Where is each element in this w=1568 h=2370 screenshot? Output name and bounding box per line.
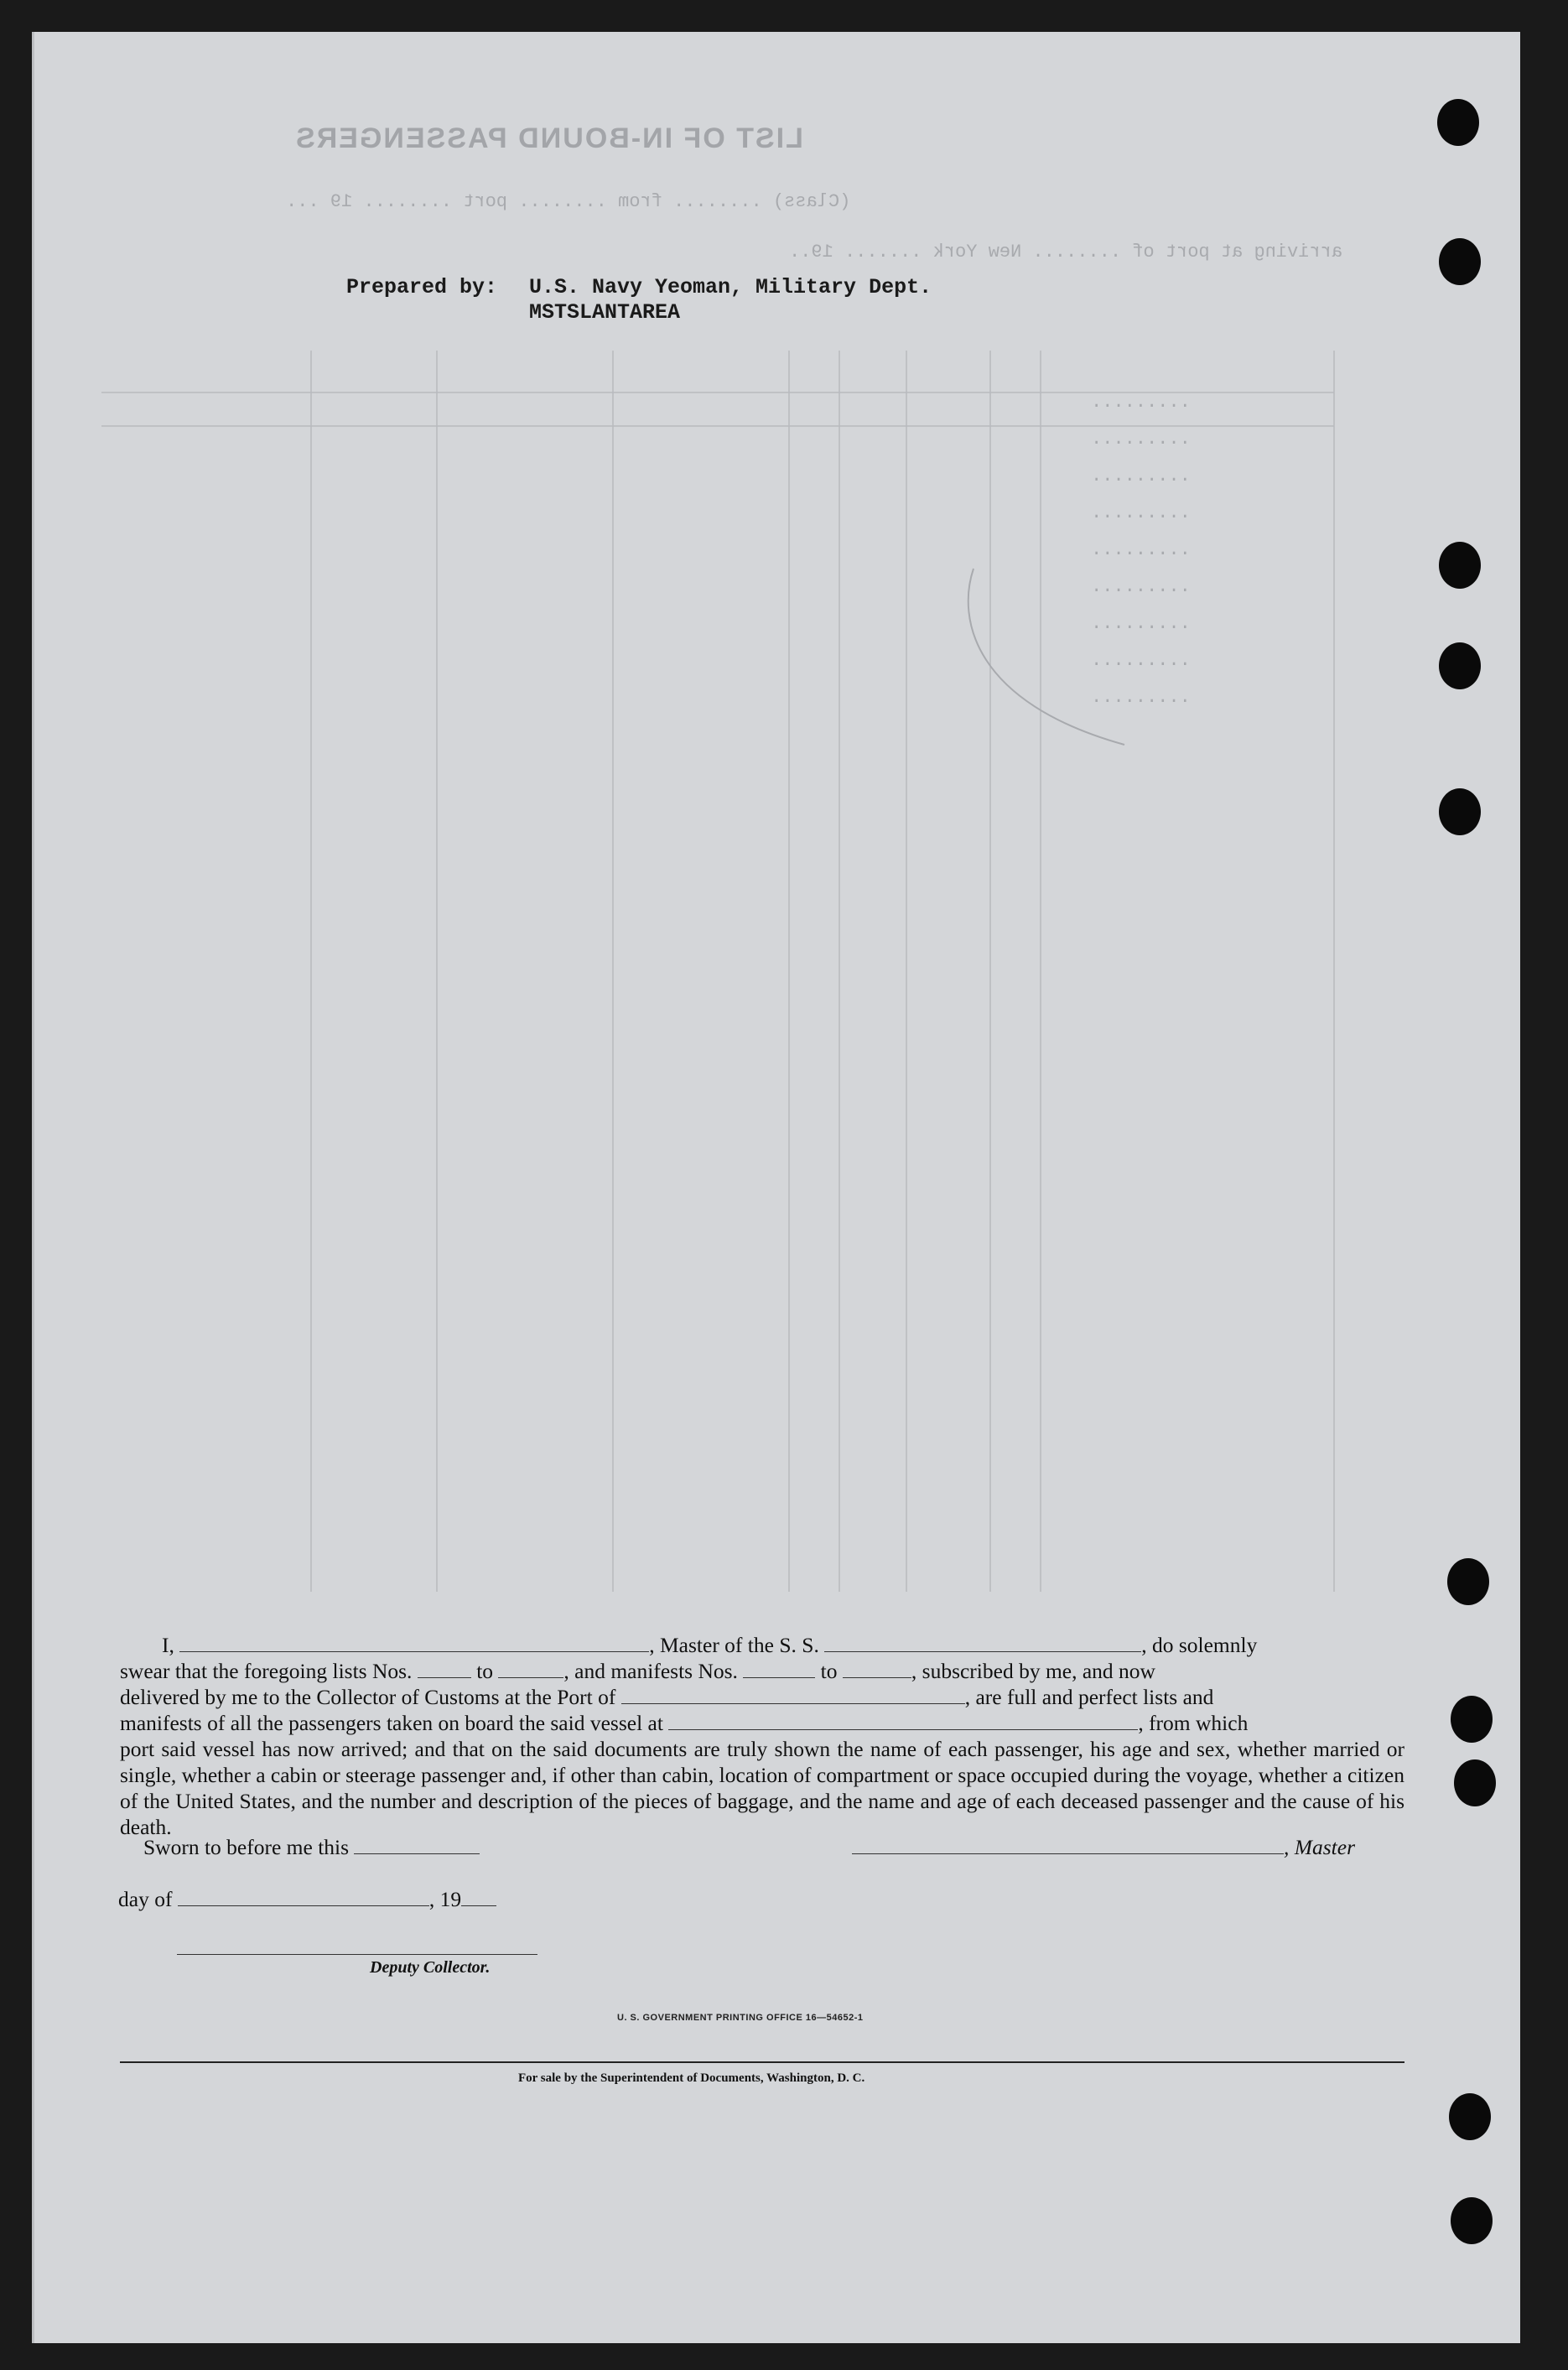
punch-hole-5 [1439, 788, 1481, 835]
oath-to-1: to [476, 1659, 494, 1683]
month-field[interactable] [178, 1889, 429, 1906]
punch-hole-4 [1439, 642, 1481, 689]
master-name-field[interactable] [179, 1635, 649, 1652]
port-of-field[interactable] [621, 1687, 965, 1704]
punch-hole-8 [1454, 1759, 1496, 1806]
oath-delivered: delivered by me to the Collector of Customs at the Port of [120, 1685, 616, 1709]
oath-manifests-all: manifests of all the passengers taken on board the said vessel at [120, 1711, 663, 1735]
punch-hole-10 [1451, 2197, 1493, 2244]
deputy-collector-label: Deputy Collector. [370, 1958, 491, 1977]
master-signature-field[interactable] [852, 1837, 1284, 1854]
oath-line-4 [120, 1710, 1404, 1736]
oath-do-solemnly: , do solemnly [1141, 1633, 1258, 1657]
lists-from-field[interactable] [418, 1661, 471, 1678]
day-of-row [118, 1887, 496, 1912]
sworn-before-label: Sworn to before me this [143, 1835, 350, 1859]
bleed-through-columns [34, 32, 1520, 1609]
prepared-by-label: Prepared by: [346, 275, 498, 299]
for-sale-notice: For sale by the Superintendent of Documents, Washington, D. C. [518, 2071, 865, 2085]
oath-i: I, [162, 1633, 174, 1657]
oath-line-2 [120, 1658, 1404, 1684]
bleed-through-title: LIST OF IN-BOUND PASSENGERS [294, 122, 803, 154]
oath-line-3 [120, 1684, 1404, 1710]
port-embarked-field[interactable] [668, 1713, 1138, 1730]
year-label: , 19 [428, 1887, 462, 1911]
year-field[interactable] [461, 1889, 496, 1906]
oath-swear-lists: swear that the foregoing lists Nos. [120, 1659, 413, 1683]
oath-subscribed: , subscribed by me, and now [911, 1659, 1155, 1683]
bleed-through-entries: ......... ......... ......... ......... ......... ......... ......... ......... ......... [1091, 392, 1191, 708]
manifests-to-field[interactable] [843, 1661, 911, 1678]
gpo-imprint: U. S. GOVERNMENT PRINTING OFFICE 16—54652-1 [617, 2013, 864, 2023]
sworn-day-field[interactable] [354, 1837, 480, 1854]
manifest-page [32, 32, 1520, 2343]
punch-hole-7 [1451, 1696, 1493, 1743]
punch-hole-6 [1447, 1558, 1489, 1605]
prepared-by-line1: U.S. Navy Yeoman, Military Dept. [529, 275, 932, 299]
oath-paragraph [120, 1632, 1404, 1840]
punch-hole-9 [1449, 2093, 1491, 2140]
day-of-label: day of [118, 1887, 173, 1911]
oath-full-perfect: , are full and perfect lists and [964, 1685, 1214, 1709]
manifests-from-field[interactable] [743, 1661, 815, 1678]
oath-and-manifests: , and manifests Nos. [563, 1659, 738, 1683]
oath-body: port said vessel has now arrived; and that on the said documents are truly shown the name of each passenger, his age and sex, whether married or single, whether a cabin or steerage passenger and, if other than cabin, location of compartment or space occupied during the voyage, whether a citizen of the United States, and the number and description of the pieces of baggage, and the name and age of each deceased passenger and the cause of his death. [120, 1737, 1404, 1839]
deputy-signature-line[interactable] [177, 1952, 537, 1955]
oath-to-2: to [820, 1659, 838, 1683]
bleed-through-header-line-2: arriving at port of ........ New York ....... 19.. [789, 242, 1343, 262]
footer-rule [120, 2061, 1404, 2063]
punch-hole-2 [1439, 238, 1481, 285]
master-signature-row [852, 1835, 1355, 1860]
master-label: , Master [1284, 1835, 1355, 1859]
oath-line-1 [120, 1632, 1404, 1658]
oath-from-which: , from which [1138, 1711, 1249, 1735]
lists-to-field[interactable] [498, 1661, 563, 1678]
prepared-by-line2: MSTSLANTAREA [529, 300, 681, 325]
punch-hole-3 [1439, 542, 1481, 589]
ship-name-field[interactable] [824, 1635, 1141, 1652]
bleed-through-header-line: (Class) ........ from ........ port ........ 19 ... [286, 191, 851, 212]
oath-master-of-ss: , Master of the S. S. [649, 1633, 819, 1657]
sworn-row [143, 1835, 480, 1860]
punch-hole-1 [1437, 99, 1479, 146]
